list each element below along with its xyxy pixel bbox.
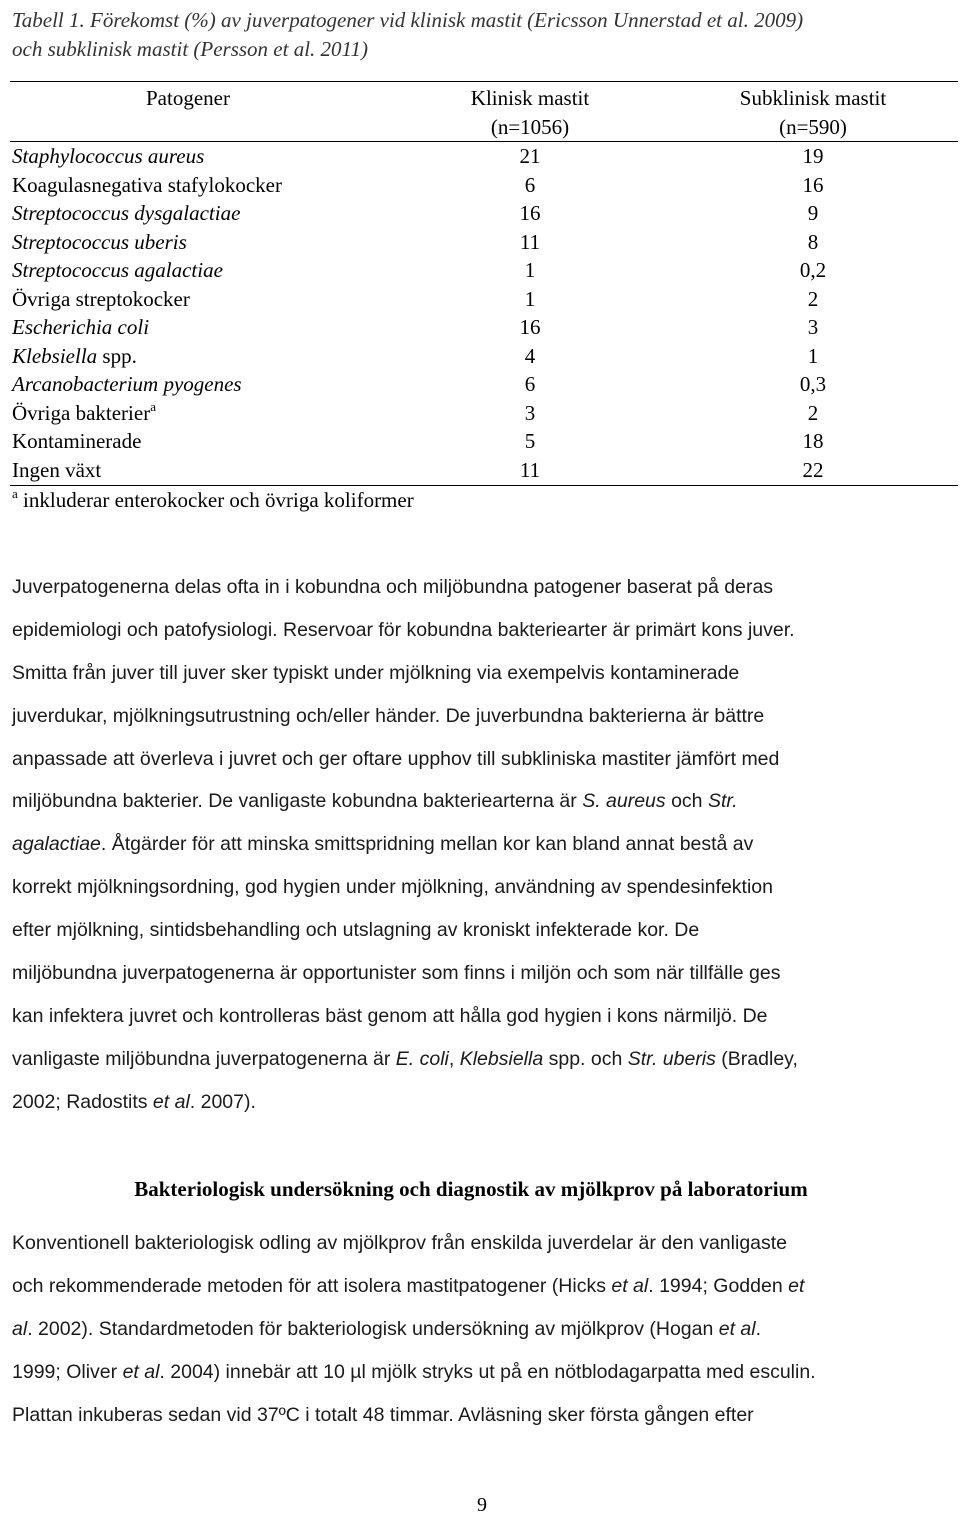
pathogen-name: Streptococcus uberis [12, 229, 187, 254]
text-line: Juverpatogenerna delas ofta in i kobundna och miljöbundna patogener baserat på deras [12, 576, 774, 598]
pathogen-name: Escherichia coli [12, 315, 150, 339]
subclinical-value: 2 [807, 400, 819, 425]
subclinical-value: 0,3 [799, 372, 827, 396]
pathogen-name: Kontaminerade [12, 429, 142, 453]
clinical-value: 6 [524, 372, 536, 396]
caption-line-2: och subklinisk mastit (Persson et al. 2011) [12, 37, 368, 61]
pathogen-name-rest: spp. [97, 343, 137, 368]
text-line [12, 823, 952, 866]
table-header-row-1 [0, 84, 960, 112]
text-run: . 2007). [189, 1090, 256, 1113]
clinical-value: 11 [519, 229, 541, 254]
subclinical-value: 0,2 [799, 258, 827, 282]
text-run-italic: Str. uberis [627, 1047, 716, 1070]
text-line: anpassade att överleva i juvret och ger oftare upphov till subkliniska mastiter jämfört med [12, 747, 780, 770]
table-top-rule [10, 81, 958, 82]
clinical-value: 5 [524, 429, 536, 453]
table-row [0, 285, 960, 313]
subclinical-value: 9 [807, 201, 819, 225]
pathogen-name-italic: Klebsiella [12, 343, 98, 368]
text-run-italic: Klebsiella [459, 1047, 544, 1070]
pathogen-name: Staphylococcus aureus [12, 144, 205, 168]
text-line: juverdukar, mjölkningsutrustning och/eller händer. De juverbundna bakterierna är bättre [12, 704, 765, 727]
page-number: 9 [477, 1494, 487, 1516]
pathogen-name [12, 399, 442, 427]
text-run: 1999; Oliver [12, 1360, 123, 1383]
pathogen-name: Ingen växt [12, 457, 102, 482]
table-row [0, 171, 960, 199]
table-row [0, 427, 960, 455]
table-footnote [12, 486, 414, 514]
clinical-value: 16 [519, 201, 541, 225]
header-clinical-n: (n=1056) [490, 115, 570, 139]
text-run-italic: et [788, 1274, 805, 1297]
pathogen-name: Koagulasnegativa stafylokocker [12, 172, 282, 197]
text-run-italic: et al [122, 1360, 160, 1383]
text-run-italic: et al [718, 1317, 756, 1340]
footnote-marker: a [150, 398, 156, 414]
subclinical-value: 3 [807, 315, 819, 339]
text-line: Smitta från juver till juver sker typiskt under mjölkning via exempelvis kontaminerade [12, 661, 740, 684]
clinical-value: 6 [524, 172, 536, 197]
text-line [12, 780, 952, 823]
text-line [12, 1308, 952, 1351]
table-row [0, 370, 960, 398]
text-line: kan infektera juvret och kontrolleras bäst genom att hålla god hygien i kons närmiljö. De [12, 1004, 768, 1027]
text-run: . 2004) innebär att 10 µl mjölk stryks ut på en nötblodagarpatta med esculin. [159, 1360, 816, 1383]
clinical-value: 1 [524, 286, 536, 311]
pathogen-name [12, 342, 442, 370]
table-row [0, 142, 960, 170]
body-paragraph-1 [12, 566, 952, 1124]
table-caption [12, 6, 952, 64]
caption-line-1: Tabell 1. Förekomst (%) av juverpatogener vid klinisk mastit (Ericsson Unnerstad et al. 2009) [12, 8, 804, 32]
pathogen-name: Övriga streptokocker [12, 286, 190, 311]
text-run-italic: et al [152, 1090, 190, 1113]
text-run: (Bradley, [715, 1047, 798, 1070]
text-line [12, 1265, 952, 1308]
table-row [0, 256, 960, 284]
text-run-italic: Str. [707, 790, 738, 813]
header-clinical: Klinisk mastit [470, 86, 590, 110]
header-subclinical: Subklinisk mastit [739, 86, 887, 110]
pathogen-name-text: Övriga bakterier [12, 400, 151, 425]
clinical-value: 16 [519, 315, 541, 339]
table-row [0, 313, 960, 341]
table-row [0, 456, 960, 484]
text-run: . 2002). Standardmetoden för bakteriologisk undersökning av mjölkprov (Hogan [27, 1317, 719, 1340]
footnote-marker: a [12, 486, 18, 501]
subclinical-value: 16 [802, 172, 824, 197]
subclinical-value: 22 [802, 457, 824, 482]
text-run-italic: S. aureus [582, 790, 666, 813]
text-line: epidemiologi och patofysiologi. Reservoar för kobundna bakteriearter är primärt kons juver. [12, 618, 795, 641]
table-row [0, 199, 960, 227]
text-run-italic: et al [611, 1274, 649, 1297]
text-line: korrekt mjölkningsordning, god hygien under mjölkning, användning av spendesinfektion [12, 876, 773, 899]
clinical-value: 1 [524, 258, 536, 282]
subclinical-value: 1 [807, 343, 819, 368]
footnote-text: inkluderar enterokocker och övriga koliformer [17, 488, 414, 512]
subclinical-value: 8 [807, 229, 819, 254]
text-run: . 1994; Godden [648, 1274, 789, 1297]
table-row [0, 342, 960, 370]
subclinical-value: 2 [807, 286, 819, 311]
text-line: miljöbundna juverpatogenerna är opportunister som finns i miljön och som när tillfälle ges [12, 962, 781, 985]
text-run: vanligaste miljöbundna juverpatogenerna är [12, 1047, 396, 1070]
table-row [0, 228, 960, 256]
section-heading: Bakteriologisk undersökning och diagnostik av mjölkprov på laboratorium [134, 1177, 808, 1201]
header-subclinical-n: (n=590) [779, 115, 847, 139]
pathogen-name: Streptococcus dysgalactiae [12, 201, 241, 225]
clinical-value: 4 [524, 343, 536, 368]
clinical-value: 11 [519, 457, 541, 482]
text-run: 2002; Radostits [12, 1090, 153, 1113]
text-line [12, 1351, 952, 1394]
text-run-italic: agalactiae [12, 833, 101, 856]
pathogen-name: Arcanobacterium pyogenes [12, 372, 242, 396]
text-line: efter mjölkning, sintidsbehandling och utslagning av kroniskt infekterade kor. De [12, 919, 700, 942]
text-line [12, 1038, 952, 1081]
table-header-row-2 [0, 113, 960, 141]
table-row [0, 399, 960, 427]
text-run: . [755, 1317, 762, 1340]
text-run: spp. och [543, 1047, 628, 1070]
pathogen-name: Streptococcus agalactiae [12, 258, 223, 282]
text-run-italic: E. coli [395, 1047, 449, 1070]
clinical-value: 21 [519, 144, 541, 168]
text-run-italic: al [12, 1317, 28, 1340]
text-run: . Åtgärder för att minska smittspridning mellan kor kan bland annat bestå av [100, 833, 754, 856]
subclinical-value: 19 [802, 144, 824, 168]
text-line [12, 1081, 952, 1124]
text-line: Plattan inkuberas sedan vid 37ºC i totalt 48 timmar. Avläsning sker första gången efter [12, 1403, 754, 1426]
text-run: , [448, 1047, 460, 1070]
text-line: Konventionell bakteriologisk odling av mjölkprov från enskilda juverdelar är den vanligaste [12, 1232, 788, 1254]
clinical-value: 3 [524, 400, 536, 425]
text-run: miljöbundna bakterier. De vanligaste kobundna bakteriearterna är [12, 790, 583, 813]
text-run: och rekommenderade metoden för att isolera mastitpatogener (Hicks [12, 1274, 612, 1297]
header-pathogens: Patogener [146, 86, 230, 110]
subclinical-value: 18 [802, 429, 824, 453]
body-paragraph-2 [12, 1222, 952, 1436]
text-run: och [665, 790, 708, 813]
